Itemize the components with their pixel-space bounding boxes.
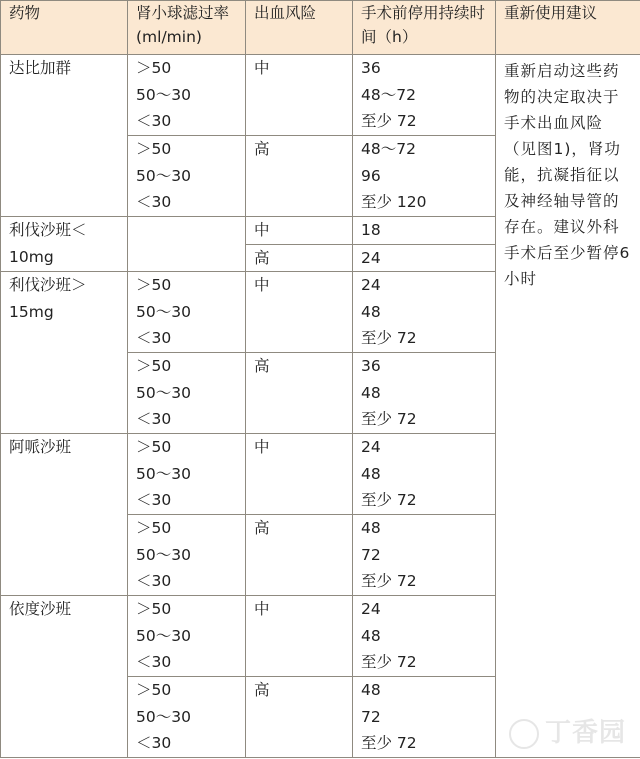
drug-cell: 达比加群 <box>1 55 128 217</box>
hours-value: 96 <box>361 166 381 185</box>
gfr-value: ＜30 <box>136 572 172 590</box>
hours-value: 至少 72 <box>361 653 417 671</box>
gfr-cell <box>128 217 246 272</box>
gfr-value: ＞50 <box>136 59 172 77</box>
header-drug: 药物 <box>1 1 128 55</box>
gfr-value: 50～30 <box>136 545 191 564</box>
hours-value: 24 <box>361 276 381 294</box>
hours-value: 36 <box>361 357 381 375</box>
hours-value: 48～72 <box>361 140 416 158</box>
gfr-value: ＞50 <box>136 438 172 456</box>
hours-value: 72 <box>361 707 381 726</box>
hours-cell <box>353 677 496 758</box>
risk-cell: 中 <box>246 272 353 353</box>
risk-cell: 中 <box>246 217 353 245</box>
hours-cell <box>353 136 496 217</box>
risk-cell: 高 <box>246 515 353 596</box>
gfr-cell <box>128 677 246 758</box>
gfr-cell <box>128 353 246 434</box>
hours-value: 72 <box>361 545 381 564</box>
header-row <box>1 1 640 55</box>
gfr-cell <box>128 434 246 515</box>
gfr-value: ＞50 <box>136 276 172 294</box>
risk-cell: 高 <box>246 244 353 272</box>
hours-value: 24 <box>361 248 381 267</box>
hours-value: 48 <box>361 681 381 699</box>
drug-cell: 利伐沙班＜10mg <box>1 217 128 272</box>
hours-value: 48 <box>361 383 381 402</box>
drug-cell: 利伐沙班＞15mg <box>1 272 128 434</box>
gfr-cell <box>128 596 246 677</box>
gfr-cell <box>128 272 246 353</box>
header-bleed-risk: 出血风险 <box>246 1 353 55</box>
hours-value: 至少 72 <box>361 112 417 130</box>
risk-cell: 高 <box>246 136 353 217</box>
gfr-value: ＜30 <box>136 193 172 211</box>
risk-cell: 高 <box>246 353 353 434</box>
hours-value: 24 <box>361 438 381 456</box>
header-restart: 重新使用建议 <box>496 1 640 55</box>
hours-cell <box>353 55 496 136</box>
gfr-value: ＞50 <box>136 140 172 158</box>
drug-cell: 阿哌沙班 <box>1 434 128 596</box>
watermark-text: 丁香园 <box>544 718 626 748</box>
gfr-value: 50～30 <box>136 464 191 483</box>
hours-value: 48 <box>361 464 381 483</box>
gfr-value: ＞50 <box>136 519 172 537</box>
gfr-value: ＜30 <box>136 329 172 347</box>
hours-value: 48～72 <box>361 85 416 104</box>
restart-recommendation: 重新启动这些药物的决定取决于手术出血风险（见图1)，肾功能，抗凝指征以及神经轴导管的存在。建议外科手术后至少暂停6小时 <box>496 55 640 758</box>
hours-value: 48 <box>361 519 381 537</box>
hours-cell <box>353 244 496 272</box>
gfr-value: 50～30 <box>136 302 191 321</box>
header-stop-duration: 手术前停用持续时间（h） <box>353 1 496 55</box>
drug-cell: 依度沙班 <box>1 596 128 758</box>
watermark <box>509 712 626 749</box>
hours-value: 24 <box>361 600 381 618</box>
hours-value: 18 <box>361 221 381 239</box>
hours-value: 48 <box>361 302 381 321</box>
gfr-value: 50～30 <box>136 383 191 402</box>
risk-cell: 高 <box>246 677 353 758</box>
hours-cell <box>353 353 496 434</box>
gfr-cell <box>128 136 246 217</box>
gfr-value: ＞50 <box>136 357 172 375</box>
gfr-value: ＜30 <box>136 491 172 509</box>
gfr-value: ＞50 <box>136 600 172 618</box>
gfr-value: 50～30 <box>136 85 191 104</box>
gfr-value: ＜30 <box>136 734 172 752</box>
hours-cell <box>353 217 496 245</box>
header-gfr: 肾小球滤过率(ml/min) <box>128 1 246 55</box>
hours-value: 至少 72 <box>361 410 417 428</box>
table-row <box>1 55 640 136</box>
hours-value: 48 <box>361 626 381 645</box>
hours-value: 至少 72 <box>361 491 417 509</box>
gfr-value: 50～30 <box>136 166 191 185</box>
gfr-cell <box>128 515 246 596</box>
gfr-value: 50～30 <box>136 707 191 726</box>
risk-cell: 中 <box>246 55 353 136</box>
risk-cell: 中 <box>246 434 353 515</box>
hours-cell <box>353 272 496 353</box>
gfr-value: ＜30 <box>136 410 172 428</box>
hours-cell <box>353 434 496 515</box>
risk-cell: 中 <box>246 596 353 677</box>
hours-cell <box>353 515 496 596</box>
hours-value: 至少 120 <box>361 193 427 211</box>
hours-value: 至少 72 <box>361 572 417 590</box>
gfr-cell <box>128 55 246 136</box>
gfr-value: ＜30 <box>136 112 172 130</box>
watermark-logo-icon <box>509 719 539 749</box>
hours-value: 至少 72 <box>361 734 417 752</box>
gfr-value: ＞50 <box>136 681 172 699</box>
hours-cell <box>353 596 496 677</box>
gfr-value: ＜30 <box>136 653 172 671</box>
hours-value: 至少 72 <box>361 329 417 347</box>
gfr-value: 50～30 <box>136 626 191 645</box>
hours-value: 36 <box>361 59 381 77</box>
